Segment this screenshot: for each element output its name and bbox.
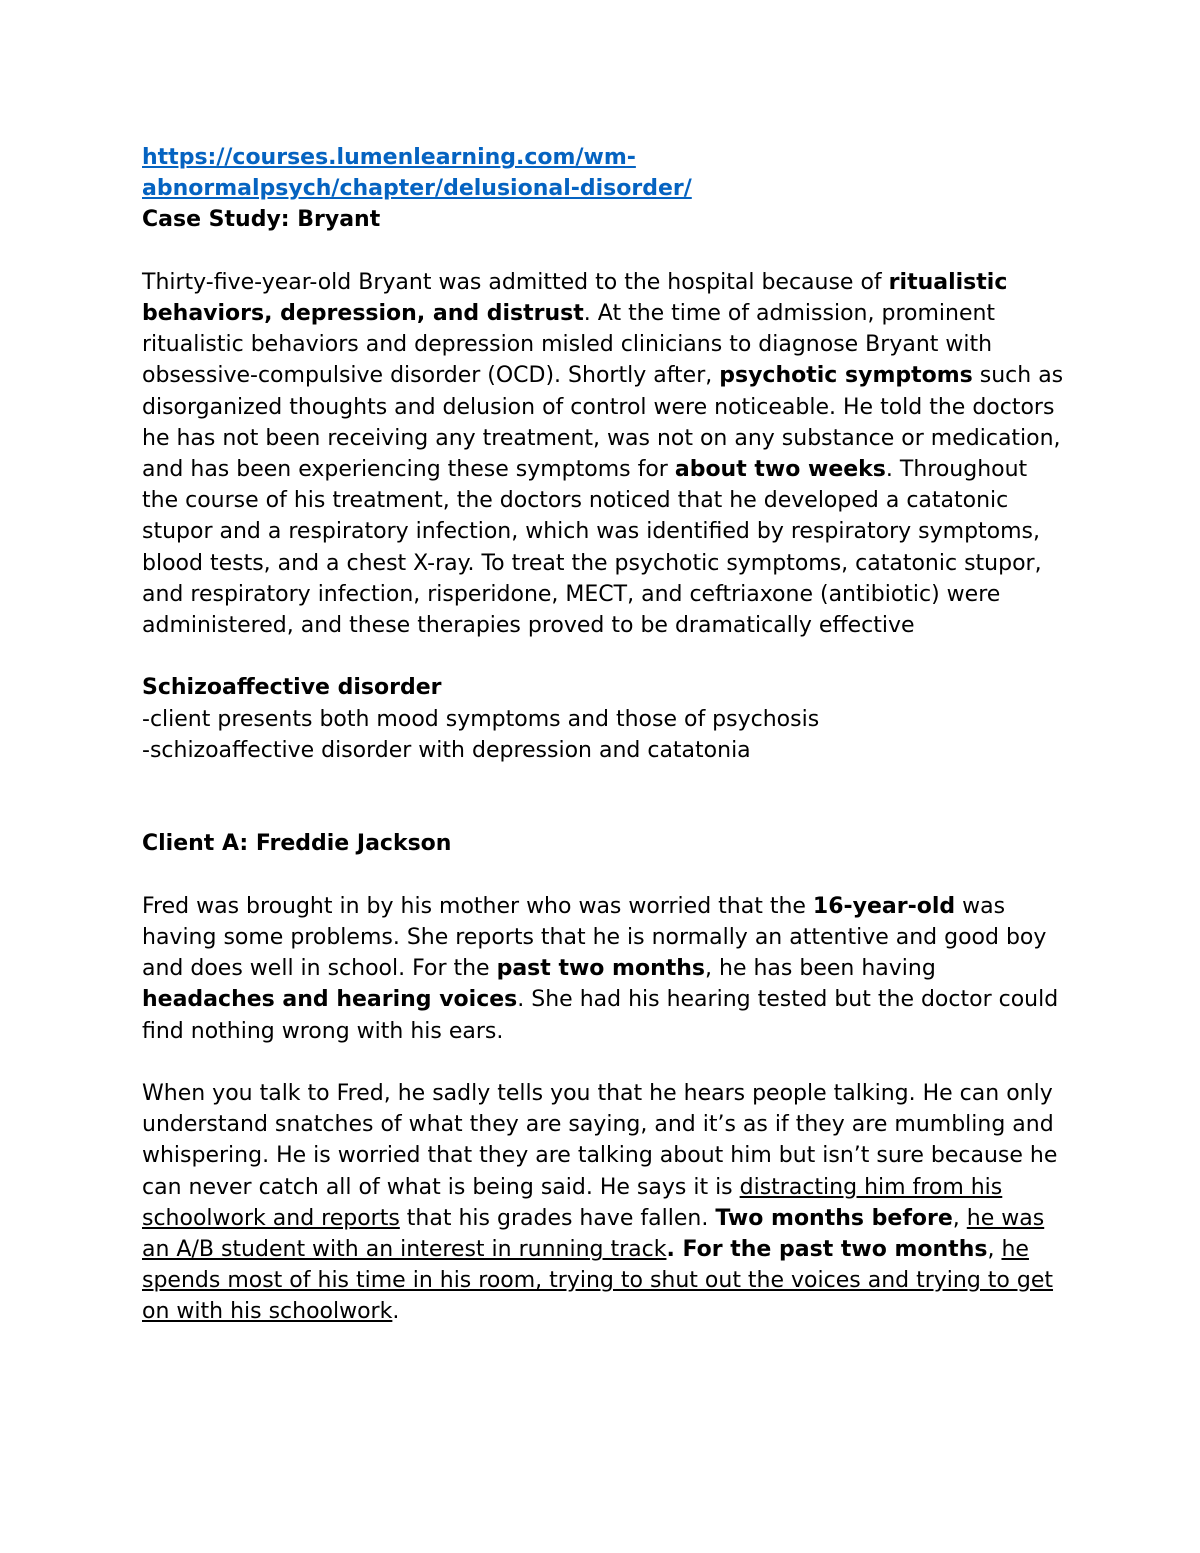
text-run: .: [392, 1299, 400, 1325]
schizo-line-1: -client presents both mood symptoms and those of psychosis: [142, 706, 820, 732]
source-link-line-1[interactable]: https://courses.lumenlearning.com/wm-: [142, 145, 636, 170]
schizo-line-2: -schizoaffective disorder with depression and catatonia: [142, 737, 751, 763]
bold-text-run: about two weeks: [674, 457, 886, 483]
bryant-paragraph: [142, 267, 1070, 641]
underlined-text-run: he spends most of his time in his room, trying to shut out the voices and trying to get on with his schoolwork: [142, 1237, 1054, 1325]
text-run: When you talk to Fred, he sadly tells you that he hears people talking. He can only understand snatches of what they are saying, and it’s as if they are mumbling and whispering. He is worried that they are talking about him but isn’t sure because he can never catch all of what is being said. He says it is: [142, 1081, 1058, 1200]
text-run: . At the time of admission, prominent ritualistic behaviors and depression misled clinicians to diagnose Bryant with obsessive-compulsive disorder (OCD). Shortly after,: [142, 301, 996, 389]
underlined-text-run: he was an A/B student with an interest in running track: [142, 1205, 1045, 1263]
bold-text-run: . For the past two months: [666, 1237, 988, 1263]
text-run: that his grades have fallen.: [399, 1205, 716, 1231]
spacer: [142, 641, 1070, 672]
text-run: Fred was brought in by his mother who was worried that the: [142, 893, 813, 919]
client-a-heading: Client A: Freddie Jackson: [142, 831, 452, 857]
document-body: [142, 142, 1070, 1328]
text-run: ,: [987, 1237, 1002, 1263]
bold-text-run: Two months before: [715, 1205, 953, 1231]
spacer: [142, 860, 1070, 891]
bold-text-run: psychotic symptoms: [719, 363, 973, 389]
text-run: . She had his hearing tested but the doctor could find nothing wrong with his ears.: [142, 987, 1059, 1044]
spacer: [142, 236, 1070, 267]
schizo-heading: Schizoaffective disorder: [142, 675, 442, 701]
bold-text-run: headaches and hearing voices: [142, 987, 518, 1013]
text-run: was having some problems. She reports that he is normally an attentive and good boy and does well in school. For the: [142, 893, 1047, 982]
underlined-text-run: distracting him from his schoolwork and reports: [142, 1174, 1003, 1231]
client-a-paragraph-1: [142, 891, 1070, 1047]
client-a-paragraph-2: [142, 1078, 1070, 1328]
spacer: [142, 1047, 1070, 1078]
bold-text-run: past two months: [496, 956, 706, 982]
bold-text-run: 16-year-old: [812, 893, 956, 919]
text-run: Thirty-five-year-old Bryant was admitted to the hospital because of: [142, 269, 889, 295]
bold-text-run: ritualistic behaviors, depression, and distrust: [142, 269, 1008, 326]
text-run: . Throughout the course of his treatment, the doctors noticed that he developed a catatonic stupor and a respiratory infection, which was identified by respiratory symptoms, blood tests, and a chest X-ray. To treat the psychotic symptoms, catatonic stupor, and respiratory infection, risperidone, MECT, and ceftriaxone (antibiotic) were administered, and these therapies proved to be dramatically effective: [142, 457, 1042, 639]
spacer: [142, 766, 1070, 828]
text-run: such as disorganized thoughts and delusion of control were noticeable. He told the doctors he has not been receiving any treatment, was not on any substance or medication, and has been experiencing these symptoms for: [142, 363, 1064, 483]
text-run: ,: [952, 1205, 967, 1231]
source-link-line-2[interactable]: abnormalpsych/chapter/delusional-disorder/: [142, 176, 692, 202]
bryant-heading: Case Study: Bryant: [142, 207, 381, 233]
source-link-block: [142, 142, 1070, 204]
text-run: , he has been having: [705, 956, 936, 982]
